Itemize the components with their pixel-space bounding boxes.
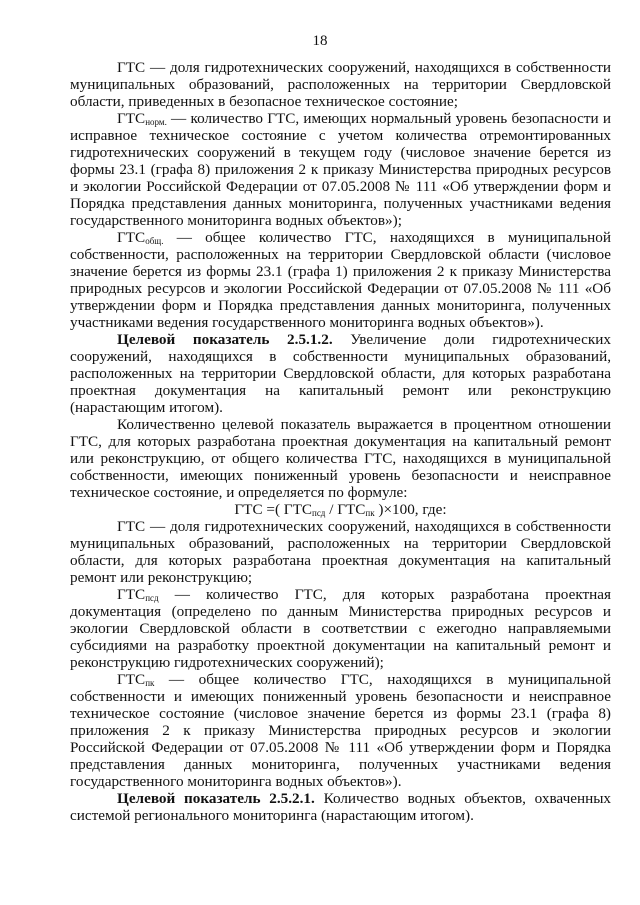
definition-gts-pk [70, 671, 611, 790]
definition-text: — количество ГТС, для которых разработана проектная документация (определено по данным Министерства природных ресурсов и экологии Свердловской области в соответствии с ежегодно направляемыми субсидиями на разработку проектной документации на капитальный ремонт и реконструкцию гидротехнических сооружений); [70, 586, 611, 671]
definition-text: — доля гидротехнических сооружений, находящихся в собственности муниципальных образований, расположенных на территории Свердловской области, приведенных в безопасное техническое состояние; [70, 59, 611, 110]
formula-intro-paragraph: Количественно целевой показатель выражается в процентном отношении ГТС, для которых разработана проектная документация на капитальный ремонт или реконструкцию, от общего количества ГТС, находящихся в муниципальной собственности, имеющих пониженный уровень безопасности и неисправное техническое состояние, и определяется по формуле: [70, 416, 611, 501]
term-subscript: псд [145, 593, 159, 603]
document-body [70, 59, 611, 824]
page-number: 18 [312, 33, 328, 49]
target-indicator-text: Увеличение доли гидротехнических сооружений, находящихся в собственности муниципальных образований, расположенных на территории Свердловской области, для которых разработана проектная документация на капитальный ремонт или реконструкцию (нарастающим итогом). [70, 331, 612, 416]
definition-text: — общее количество ГТС, находящихся в муниципальной собственности, расположенных на территории Свердловской области (числовое значение берется из формы 23.1 (графа 1) приложения 2 к приказу Министерства природных ресурсов и экологии Российской Федерации от 07.05.2008 № 111 «Об утверждении форм и Порядка представления данных мониторинга, полученных участниками ведения государственного мониторинга водных объектов»). [70, 229, 611, 331]
definition-term: $ГТС_{норм.}$ [117, 110, 167, 127]
definition-text: — количество ГТС, имеющих нормальный уровень безопасности и исправное техническое состояние с учетом количества отремонтированных гидротехнических сооружений в текущем году (числовое значение берется из формы 23.1 (графа 8) приложения 2 к приказу Министерства природных ресурсов и экологии Российской Федерации от 07.05.2008 № 111 «Об утверждении форм и Порядка представления данных мониторинга, полученных участниками ведения государственного мониторинга водных объектов»); [70, 110, 611, 229]
definition-term: ГТС [117, 59, 146, 76]
target-indicator-label: Целевой показатель 2.5.2.1. [117, 790, 315, 807]
definition-term: $ГТС_{псд}$ [117, 586, 159, 603]
term-subscript: пк [145, 678, 155, 688]
definition-term: $ГТС_{пк}$ [117, 671, 155, 688]
term-subscript: норм. [145, 117, 167, 127]
target-indicator-text: Количество водных объектов, охваченных системой регионального мониторинга (нарастающим итогом). [70, 790, 611, 824]
definition-term: $ГТС_{общ.}$ [117, 229, 164, 246]
definition-gts-total [70, 229, 611, 331]
definition-term: ГТС [117, 518, 146, 535]
definition-gts-norm [70, 110, 611, 229]
definition-gts-psd [70, 586, 611, 671]
definition-text: — общее количество ГТС, находящихся в муниципальной собственности и имеющих пониженный уровень безопасности и неисправное техническое состояние (числовое значение берется из формы 23.1 (графа 8) приложения 2 к приказу Министерства природных ресурсов и экологии Российской Федерации от 07.05.2008 № 111 «Об утверждении форм и Порядка представления данных мониторинга, полученных участниками ведения государственного мониторинга водных объектов»). [70, 671, 611, 790]
target-indicator-2-5-1-2 [70, 331, 611, 416]
definition-text: — доля гидротехнических сооружений, находящихся в собственности муниципальных образований, расположенных на территории Свердловской области, для которых разработана проектная документация на капитальный ремонт или реконструкцию; [70, 518, 611, 586]
definition-gts-share-design [70, 518, 611, 586]
term-subscript: общ. [145, 236, 164, 246]
formula: ГТС =( $ГТС_{псд} / ГТС_{пк}$ )×100, где: [234, 501, 447, 518]
target-indicator-2-5-2-1 [70, 790, 611, 824]
target-indicator-label: Целевой показатель 2.5.1.2. [117, 331, 333, 348]
definition-gts-share [70, 59, 611, 110]
